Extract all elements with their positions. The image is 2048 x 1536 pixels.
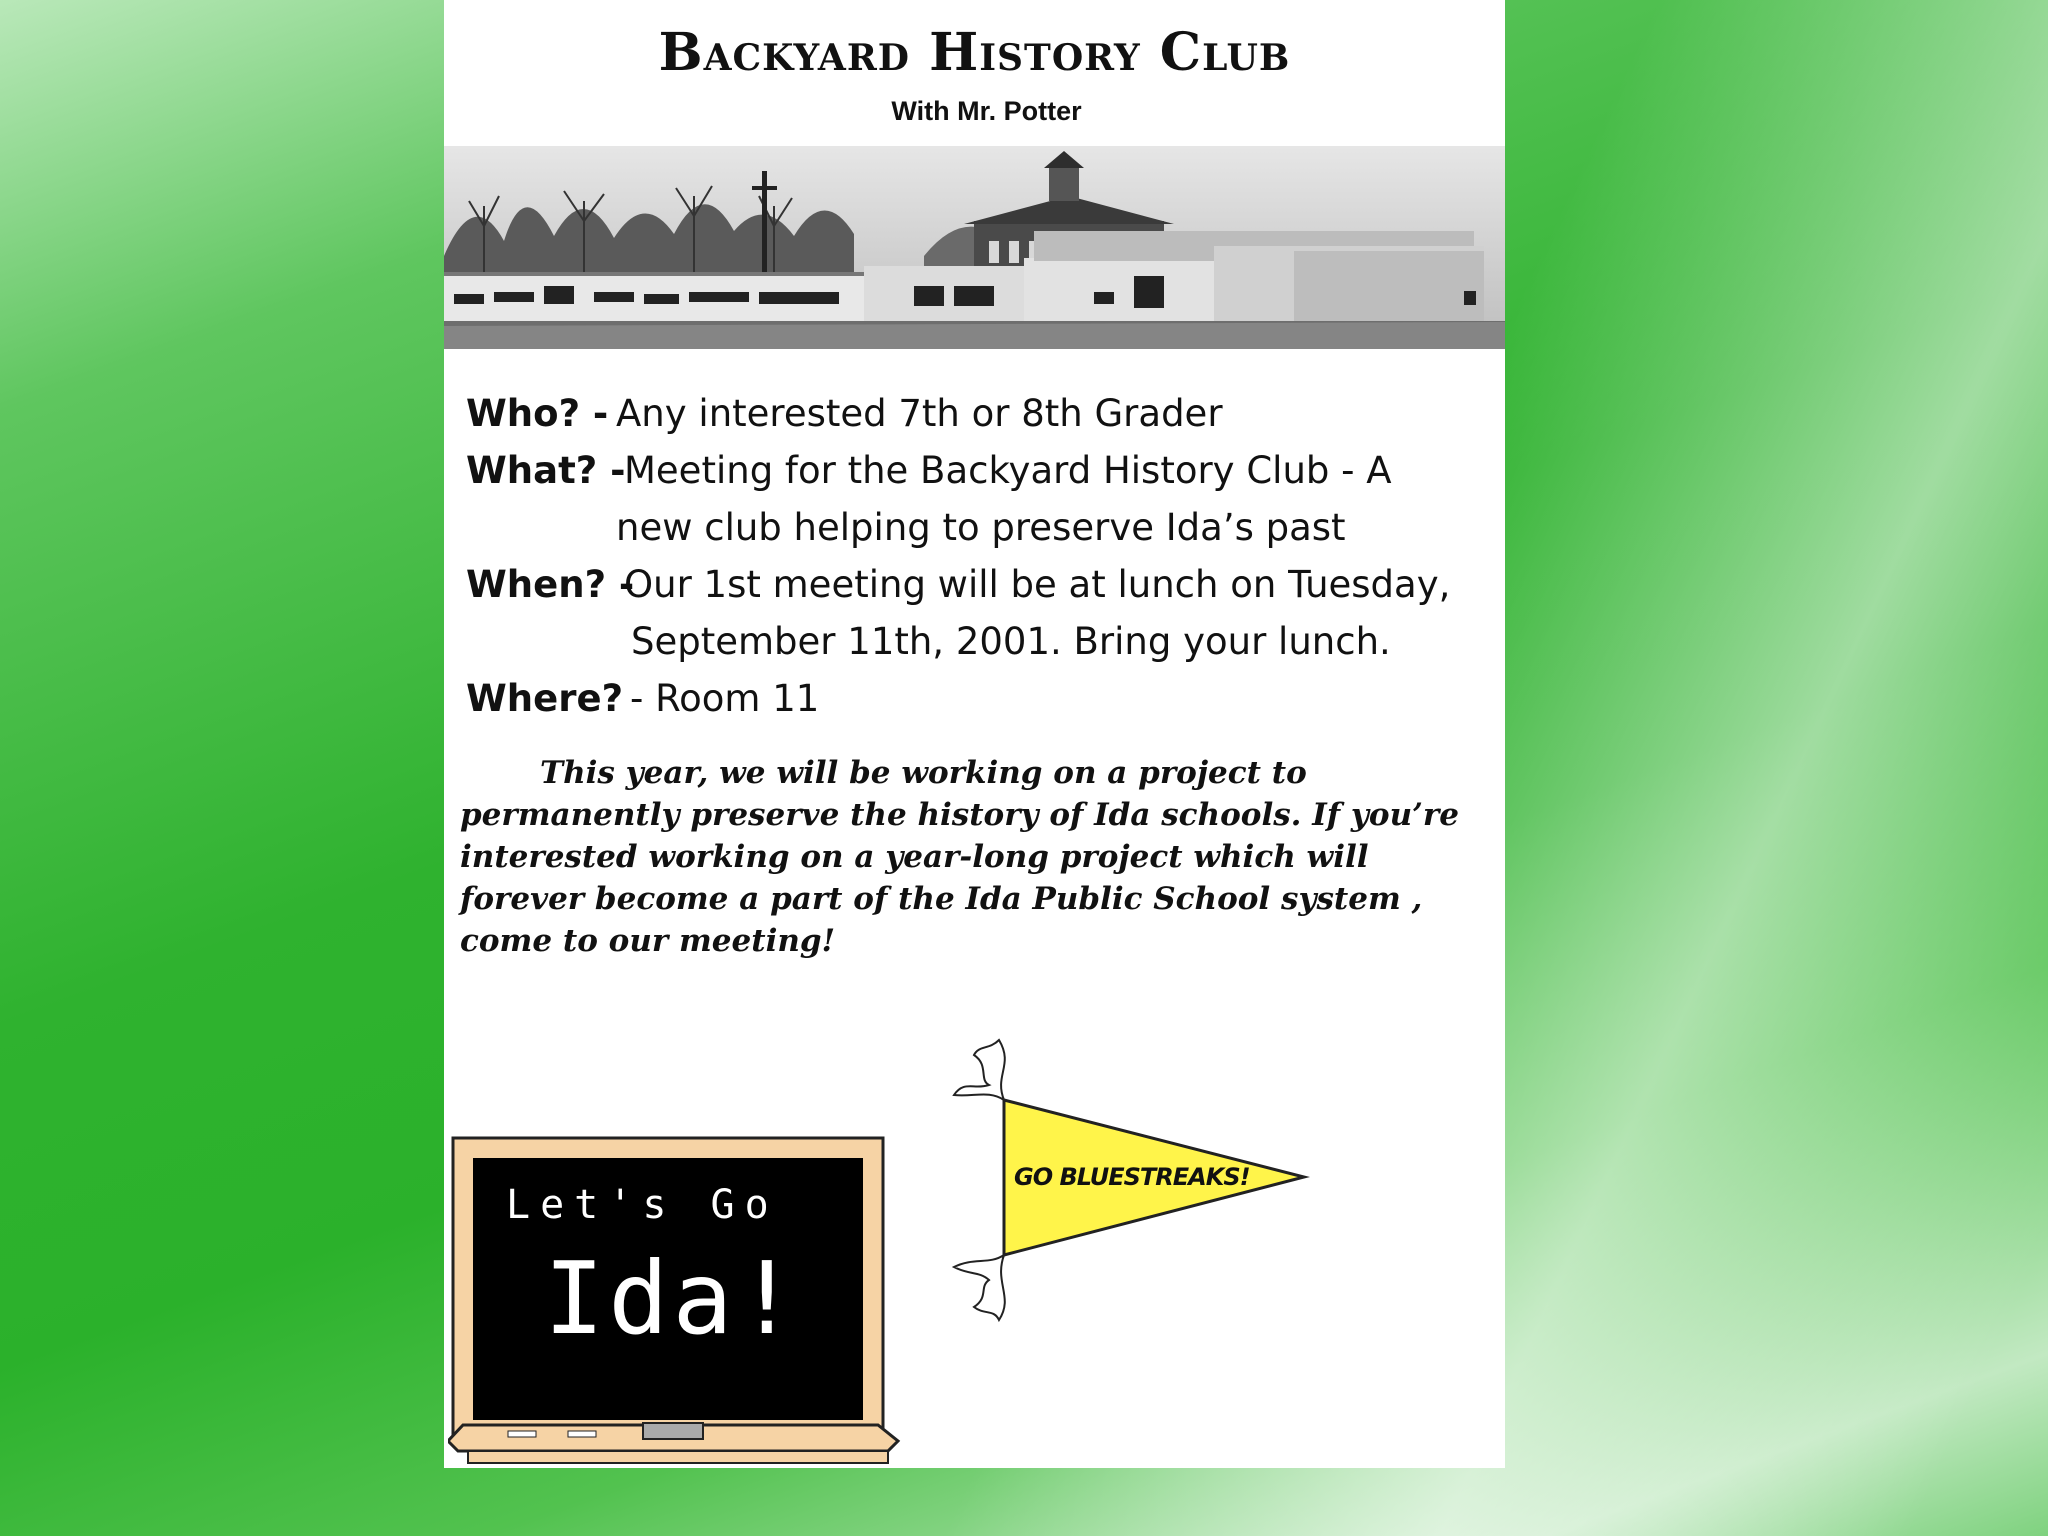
detail-value: Meeting for the Backyard History Club - A bbox=[624, 449, 1392, 492]
detail-when-continued bbox=[466, 613, 1486, 670]
detail-label: What? - bbox=[466, 449, 626, 492]
detail-what bbox=[466, 442, 1486, 499]
detail-who bbox=[466, 385, 1486, 442]
detail-when bbox=[466, 556, 1486, 613]
detail-label: When? - bbox=[466, 563, 635, 606]
detail-label: Who? - bbox=[466, 392, 609, 435]
detail-value: Any interested 7th or 8th Grader bbox=[616, 392, 1223, 435]
chalk-text-lets-go: Let's Go bbox=[506, 1182, 779, 1228]
event-details bbox=[466, 385, 1486, 727]
school-building-illustration bbox=[444, 146, 1505, 349]
club-title: Backyard History Club bbox=[658, 22, 1291, 83]
detail-value: - Room 11 bbox=[630, 677, 820, 720]
detail-value: Our 1st meeting will be at lunch on Tuesday, bbox=[624, 563, 1451, 606]
chalk-text-ida: Ida! bbox=[544, 1240, 801, 1357]
club-subtitle: With Mr. Potter bbox=[891, 96, 1082, 126]
detail-what-continued bbox=[466, 499, 1486, 556]
detail-value-continued: new club helping to preserve Ida’s past bbox=[616, 506, 1346, 549]
flyer bbox=[444, 0, 1505, 1468]
detail-label: Where? bbox=[466, 677, 624, 720]
project-description: This year, we will be working on a project to permanently preserve the history of Ida schools. If you’re interested working on a year-long project which will forever become a part of the Ida Public School system , come to our meeting! bbox=[460, 755, 1459, 959]
detail-where bbox=[466, 670, 1486, 727]
school-photo bbox=[444, 146, 1505, 349]
detail-value-continued: September 11th, 2001. Bring your lunch. bbox=[631, 620, 1391, 663]
pennant-text: GO BLUESTREAKS! bbox=[1014, 1163, 1250, 1191]
